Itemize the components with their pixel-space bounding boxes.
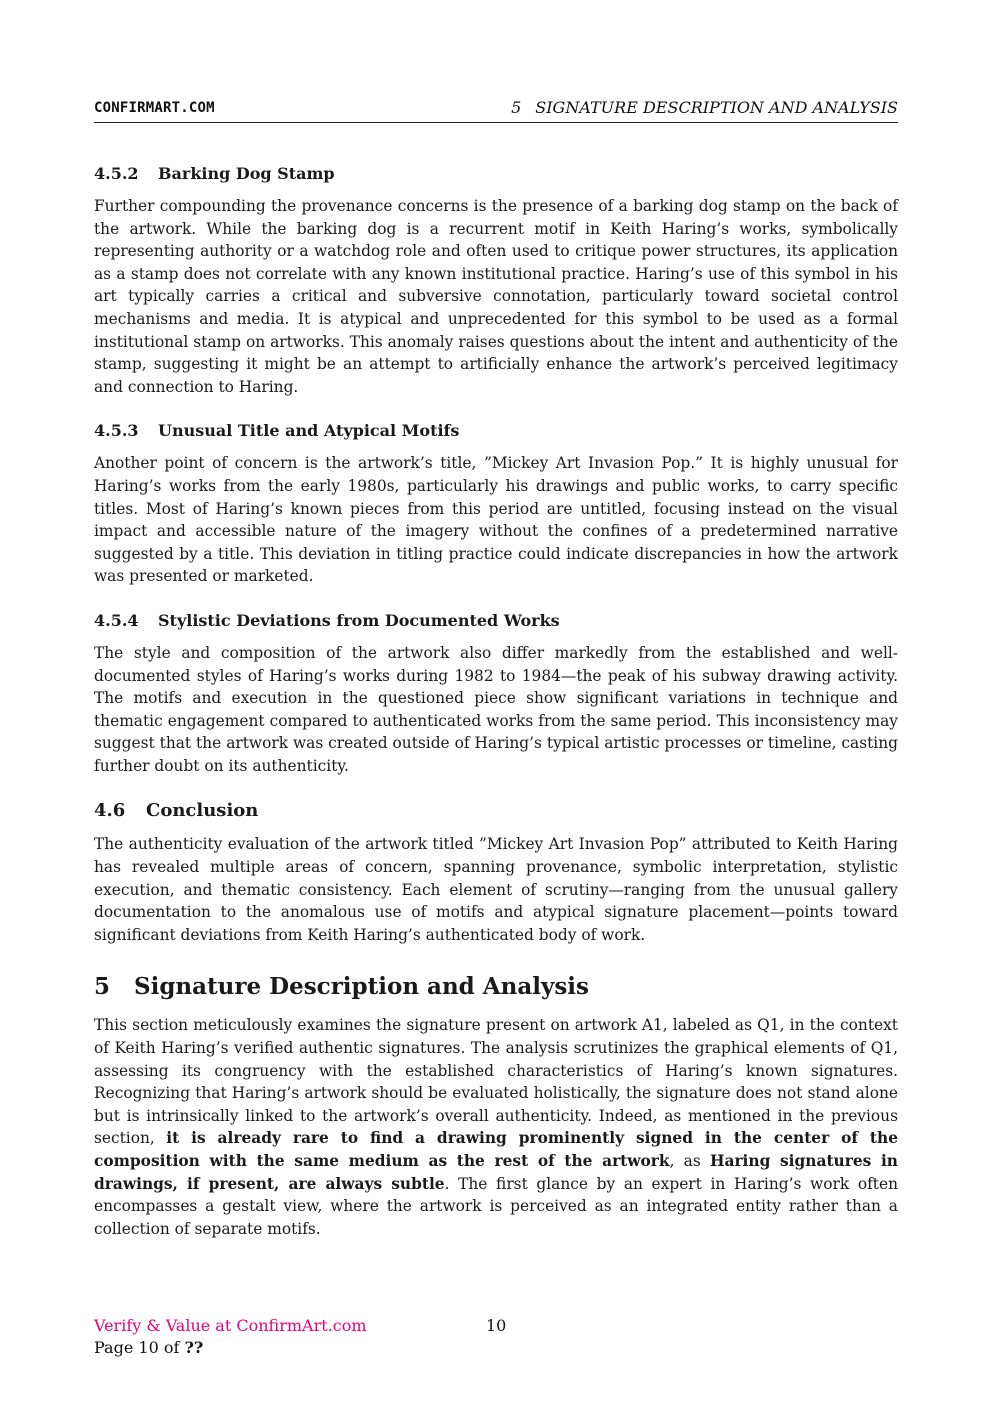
paragraph: The style and composition of the artwork also differ markedly from the established and well-documented styles of Haring’s works during 1982 to 1984—the peak of his subway drawing activity. The motifs and execution in the questioned piece show significant variations in technique and thematic engagement compared to authenticated works from the same period. This inconsistency may suggest that the artwork was created outside of Haring’s typical artistic processes or timeline, casting further doubt on its authenticity. — [94, 643, 898, 775]
page-content — [94, 163, 898, 1262]
paragraph-text: , as — [669, 1152, 710, 1170]
section-4-5-4 — [94, 610, 898, 778]
subsection-title: Stylistic Deviations from Documented Works — [158, 610, 560, 630]
section-4-5-3 — [94, 420, 898, 588]
section-5 — [94, 972, 898, 1240]
subsection-title: Barking Dog Stamp — [158, 164, 335, 183]
subsection-number: 4.5.3 — [94, 421, 139, 441]
section-heading — [94, 799, 898, 823]
running-header — [94, 98, 898, 123]
paragraph — [94, 1014, 898, 1240]
chapter-number: 5 — [94, 973, 111, 1001]
section-number: 4.6 — [94, 800, 126, 822]
paragraph-text: This section meticulously examines the signature present on artwork A1, labeled as Q1, in the context of Keith Haring’s verified authentic signatures. The analysis scrutinizes the graphical elements of Q1, assessing its congruency with the established characteristics of Haring’s known signatures. Recognizing that Haring’s artwork should be evaluated holistically, the signature does not stand alone but is intrinsically linked to the artwork’s overall authenticity. Indeed, as mentioned in the previous section, — [94, 1016, 898, 1148]
chapter-title: Signature Description and Analysis — [134, 973, 589, 1001]
header-section-title — [511, 98, 898, 117]
paragraph: The authenticity evaluation of the artwork titled ”Mickey Art Invasion Pop” attributed to Keith Haring has revealed multiple areas of concern, spanning provenance, symbolic interpretation, stylistic execution, and thematic consistency. Each element of scrutiny—ranging from the unusual gallery documentation to the anomalous use of motifs and atypical signature placement—points toward significant deviations from Keith Haring’s authenticated body of work. — [94, 835, 898, 944]
footer-link[interactable]: Verify & Value at ConfirmArt.com — [94, 1316, 367, 1335]
subsection-heading — [94, 163, 898, 185]
header-section-text: SIGNATURE DESCRIPTION AND ANALYSIS — [535, 98, 898, 117]
footer-page-count — [94, 1337, 898, 1359]
confirmart-logo: CONFIRMART.COM — [94, 100, 215, 116]
emphasis-text: Haring signatures in drawings, if present, are always subtle — [94, 1152, 898, 1193]
emphasis-text: it is already rare to find a drawing prominently signed in the center of the composition with the same medium as the rest of the artwork — [94, 1129, 898, 1170]
header-section-number: 5 — [511, 98, 522, 117]
page-footer — [94, 1315, 898, 1359]
footer-page-number: 10 — [486, 1316, 507, 1335]
chapter-heading — [94, 972, 898, 1002]
section-title: Conclusion — [146, 800, 259, 822]
page-total: ?? — [184, 1338, 204, 1357]
subsection-title: Unusual Title and Atypical Motifs — [158, 421, 460, 441]
section-4-5-2 — [94, 163, 898, 398]
subsection-number: 4.5.4 — [94, 610, 139, 630]
paragraph: Another point of concern is the artwork’s title, ”Mickey Art Invasion Pop.” It is highly unusual for Haring’s works from the early 1980s, particularly his drawings and public works, to carry specific titles. Most of Haring’s known pieces from this period are untitled, focusing instead on the visual impact and accessible nature of the imagery without the confines of a predetermined narrative suggested by a title. This deviation in titling practice could indicate discrepancies in how the artwork was presented or marketed. — [94, 454, 898, 586]
section-4-6 — [94, 799, 898, 946]
paragraph-text: . The first glance by an expert in Haring’s work often encompasses a gestalt view, where the artwork is perceived as an integrated entity rather than a collection of separate motifs. — [94, 1174, 898, 1238]
subsection-number: 4.5.2 — [94, 164, 139, 183]
subsection-heading — [94, 420, 898, 442]
page-of-label: Page 10 of — [94, 1338, 185, 1357]
subsection-heading — [94, 610, 898, 632]
paragraph: Further compounding the provenance concerns is the presence of a barking dog stamp on the back of the artwork. While the barking dog is a recurrent motif in Keith Haring’s works, symbolically representing authority or a watchdog role and often used to critique power structures, its application as a stamp does not correlate with any known institutional practice. Haring’s use of this symbol in his art typically carries a critical and subversive connotation, particularly toward societal control mechanisms and media. It is atypical and unprecedented for this symbol to be used as a formal institutional stamp on artworks. This anomaly raises questions about the intent and authenticity of the stamp, suggesting it might be an attempt to artificially enhance the artwork’s perceived legitimacy and connection to Haring. — [94, 197, 898, 396]
